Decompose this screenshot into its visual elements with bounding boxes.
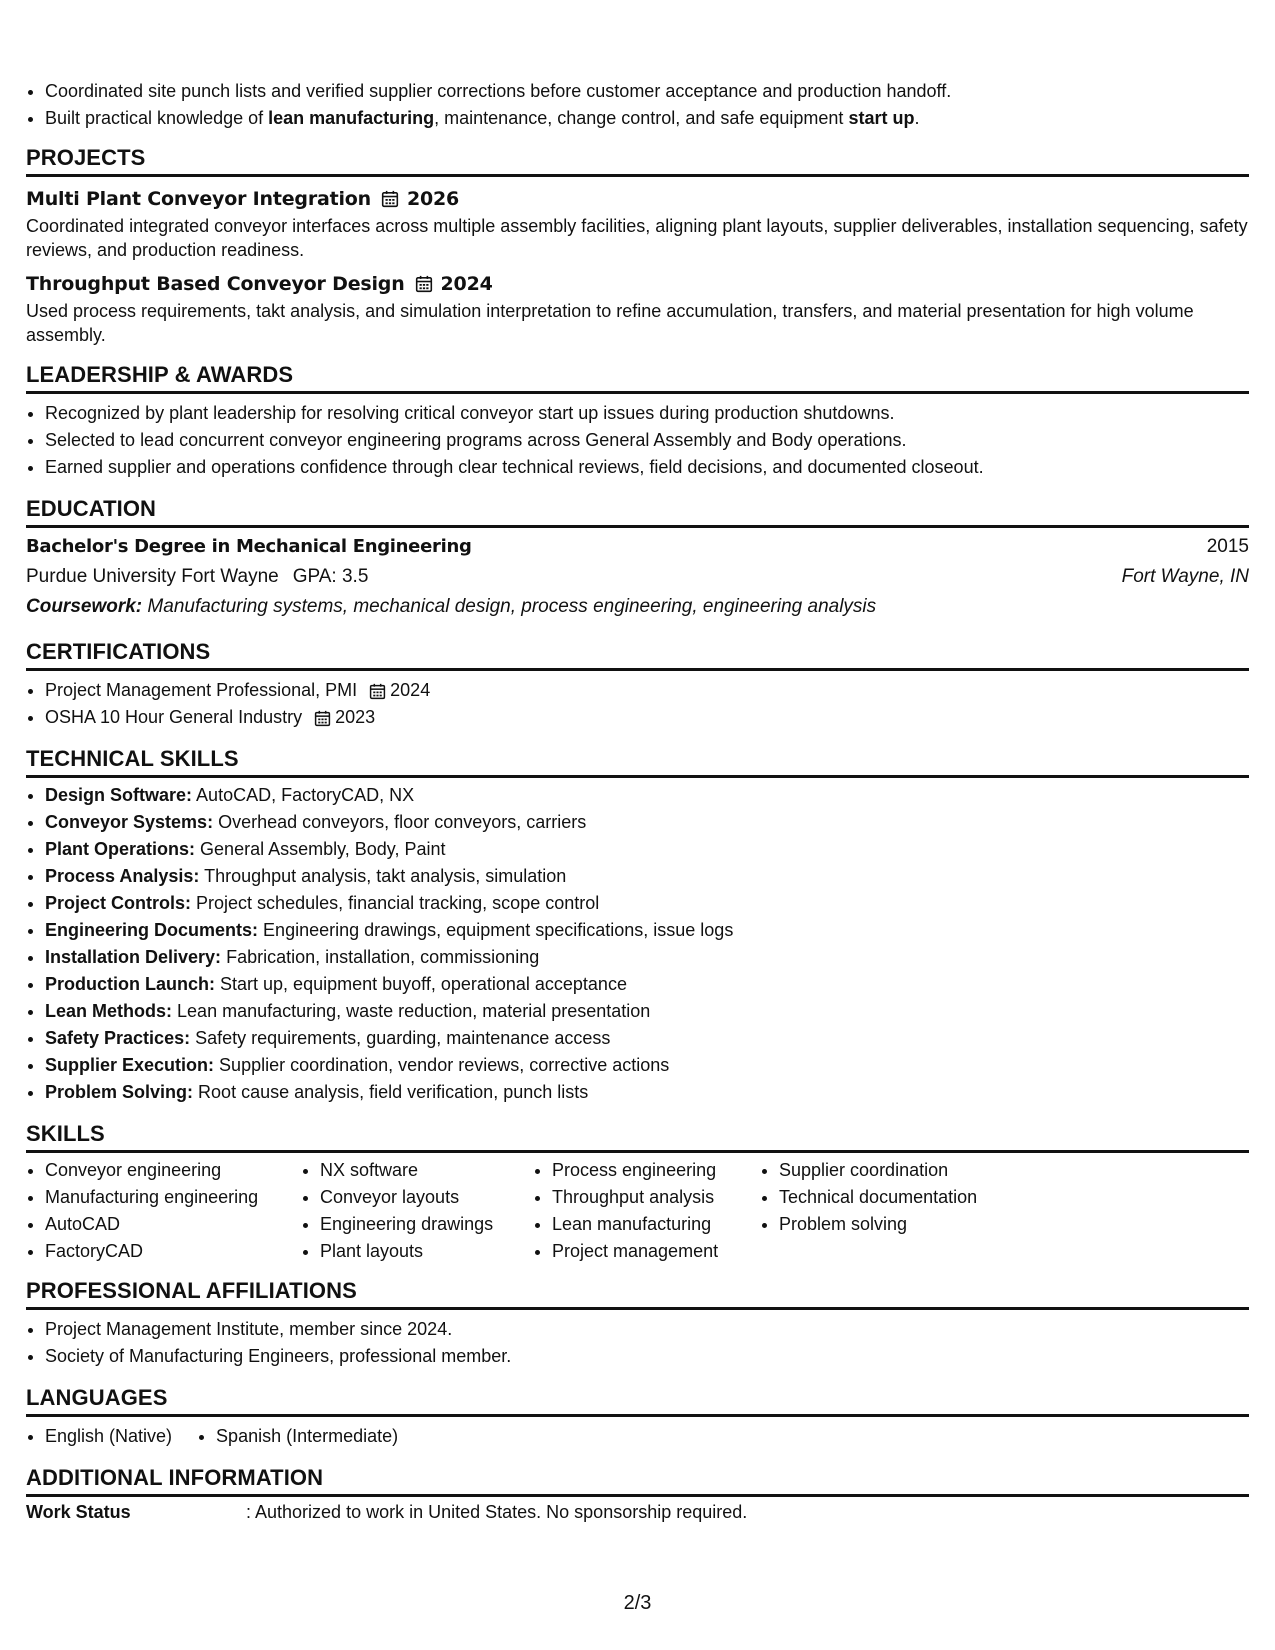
calendar-icon bbox=[314, 710, 331, 727]
skill-item: • Supplier coordination bbox=[779, 1157, 1019, 1184]
technical-skill-item bbox=[45, 1025, 1249, 1052]
language-item: • English (Native) bbox=[45, 1423, 172, 1450]
skills-column bbox=[533, 1157, 760, 1265]
skill-item: • Lean manufacturing bbox=[552, 1211, 760, 1238]
coursework-text: Manufacturing systems, mechanical design, process engineering, engineering analysis bbox=[147, 596, 877, 617]
skill-item: • Throughput analysis bbox=[552, 1184, 760, 1211]
technical-skill-item bbox=[45, 1052, 1249, 1079]
skill-item: • FactoryCAD bbox=[45, 1238, 301, 1265]
skill-item: • AutoCAD bbox=[45, 1211, 301, 1238]
section-title-skills: SKILLS bbox=[26, 1120, 1249, 1153]
section-title-education: EDUCATION bbox=[26, 495, 1249, 528]
project-year: 2026 bbox=[407, 188, 460, 210]
experience-bullet bbox=[45, 78, 1249, 105]
bullet-text: . bbox=[914, 108, 920, 128]
leadership-item: • Selected to lead concurrent conveyor engineering programs across General Assembly and Body operations. bbox=[45, 427, 1249, 454]
project-name: Multi Plant Conveyor Integration bbox=[26, 188, 371, 210]
certification-name: OSHA 10 Hour General Industry bbox=[45, 707, 303, 727]
technical-skills-list bbox=[26, 782, 1249, 1106]
skill-values: AutoCAD, FactoryCAD, NX bbox=[196, 785, 415, 805]
bullet-text: Built practical knowledge of bbox=[45, 108, 269, 128]
emphasis-text: lean manufacturing bbox=[268, 108, 435, 128]
certification-name: Project Management Professional, PMI bbox=[45, 680, 358, 700]
section-title-certifications: CERTIFICATIONS bbox=[26, 638, 1249, 671]
technical-skill-item bbox=[45, 890, 1249, 917]
coursework-line bbox=[26, 592, 1249, 622]
skill-category: Problem Solving: bbox=[45, 1082, 194, 1102]
skill-values: Lean manufacturing, waste reduction, material presentation bbox=[177, 1001, 651, 1021]
technical-skill-item bbox=[45, 809, 1249, 836]
emphasis-text: start up bbox=[848, 108, 915, 128]
skill-category: Plant Operations: bbox=[45, 839, 196, 859]
info-value: : Authorized to work in United States. No sponsorship required. bbox=[246, 1502, 748, 1522]
language-item: • Spanish (Intermediate) bbox=[216, 1423, 398, 1450]
skills-column bbox=[760, 1157, 1019, 1265]
project-name: Throughput Based Conveyor Design bbox=[26, 273, 405, 295]
section-title-additional: ADDITIONAL INFORMATION bbox=[26, 1464, 1249, 1497]
affiliations-list bbox=[26, 1316, 1249, 1370]
degree: Bachelor's Degree in Mechanical Engineering bbox=[26, 536, 472, 557]
experience-bullet bbox=[45, 105, 1249, 132]
project-description: Used process requirements, takt analysis, and simulation interpretation to refine accumulation, transfers, and material presentation for high volume assembly. bbox=[26, 301, 1194, 345]
leadership-list bbox=[26, 400, 1249, 481]
school-line bbox=[26, 562, 368, 592]
certification-year: 2024 bbox=[390, 680, 431, 700]
additional-info bbox=[26, 1499, 1249, 1526]
project-date bbox=[415, 270, 493, 298]
certifications-list bbox=[26, 677, 1249, 731]
coursework-label: Coursework: bbox=[26, 596, 143, 617]
skill-item: • Manufacturing engineering bbox=[45, 1184, 301, 1211]
calendar-icon bbox=[381, 190, 399, 208]
info-key: Work Status bbox=[26, 1502, 131, 1522]
leadership-item: • Earned supplier and operations confidence through clear technical reviews, field decisions, and documented closeout. bbox=[45, 454, 1249, 481]
skills-column bbox=[26, 1157, 301, 1265]
technical-skill-item bbox=[45, 917, 1249, 944]
section-title-leadership: LEADERSHIP & AWARDS bbox=[26, 361, 1249, 394]
skill-category: Design Software: bbox=[45, 785, 193, 805]
school-location: Fort Wayne, IN bbox=[1121, 566, 1249, 587]
gpa: GPA: 3.5 bbox=[292, 566, 369, 587]
skill-values: Safety requirements, guarding, maintenance access bbox=[195, 1028, 611, 1048]
skill-values: Throughput analysis, takt analysis, simulation bbox=[204, 866, 567, 886]
technical-skill-item bbox=[45, 782, 1249, 809]
project-year: 2024 bbox=[440, 273, 493, 295]
skill-values: Project schedules, financial tracking, scope control bbox=[196, 893, 600, 913]
skill-item: • Problem solving bbox=[779, 1211, 1019, 1238]
skill-category: Installation Delivery: bbox=[45, 947, 222, 967]
skill-values: Root cause analysis, field verification, punch lists bbox=[198, 1082, 589, 1102]
section-title-technical-skills: TECHNICAL SKILLS bbox=[26, 745, 1249, 778]
affiliation-item: • Project Management Institute, member since 2024. bbox=[45, 1316, 1249, 1343]
skills-column bbox=[301, 1157, 533, 1265]
leadership-item: • Recognized by plant leadership for resolving critical conveyor start up issues during production shutdowns. bbox=[45, 400, 1249, 427]
technical-skill-item bbox=[45, 998, 1249, 1025]
certification-item bbox=[45, 677, 1249, 704]
info-row bbox=[26, 1499, 1249, 1526]
skill-category: Conveyor Systems: bbox=[45, 812, 214, 832]
page-number: 2/3 bbox=[623, 1592, 652, 1614]
skill-values: Overhead conveyors, floor conveyors, carriers bbox=[218, 812, 587, 832]
technical-skill-item bbox=[45, 1079, 1249, 1106]
section-title-projects: PROJECTS bbox=[26, 144, 1249, 177]
technical-skill-item bbox=[45, 944, 1249, 971]
technical-skill-item bbox=[45, 836, 1249, 863]
skill-item: • Conveyor layouts bbox=[320, 1184, 533, 1211]
affiliation-item: • Society of Manufacturing Engineers, professional member. bbox=[45, 1343, 1249, 1370]
skill-item: • Process engineering bbox=[552, 1157, 760, 1184]
calendar-icon bbox=[369, 683, 386, 700]
project-description: Coordinated integrated conveyor interfaces across multiple assembly facilities, aligning plant layouts, supplier deliverables, installation sequencing, safety reviews, and production readiness. bbox=[26, 216, 1248, 260]
skill-category: Supplier Execution: bbox=[45, 1055, 215, 1075]
bullet-text: , maintenance, change control, and safe equipment bbox=[434, 108, 849, 128]
skills-grid bbox=[26, 1157, 1249, 1265]
skill-item: • NX software bbox=[320, 1157, 533, 1184]
resume-page bbox=[26, 78, 1249, 1526]
education-entry bbox=[26, 532, 1249, 622]
skill-category: Lean Methods: bbox=[45, 1001, 173, 1021]
skill-values: General Assembly, Body, Paint bbox=[200, 839, 446, 859]
projects-list bbox=[26, 185, 1249, 347]
technical-skill-item bbox=[45, 971, 1249, 998]
skill-item: • Project management bbox=[552, 1238, 760, 1265]
skill-item: • Engineering drawings bbox=[320, 1211, 533, 1238]
project-header bbox=[26, 185, 1249, 213]
skill-item: • Conveyor engineering bbox=[45, 1157, 301, 1184]
project-date bbox=[381, 185, 459, 213]
project-entry bbox=[26, 270, 1249, 347]
section-title-affiliations: PROFESSIONAL AFFILIATIONS bbox=[26, 1277, 1249, 1310]
skill-category: Engineering Documents: bbox=[45, 920, 259, 940]
languages-list bbox=[26, 1423, 1249, 1450]
skill-category: Production Launch: bbox=[45, 974, 215, 994]
skill-values: Fabrication, installation, commissioning bbox=[226, 947, 540, 967]
project-header bbox=[26, 270, 1249, 298]
calendar-icon bbox=[415, 275, 433, 293]
skill-values: Supplier coordination, vendor reviews, corrective actions bbox=[219, 1055, 670, 1075]
experience-bullets bbox=[26, 78, 1249, 132]
skill-category: Project Controls: bbox=[45, 893, 192, 913]
section-title-languages: LANGUAGES bbox=[26, 1384, 1249, 1417]
project-entry bbox=[26, 185, 1249, 262]
skill-category: Process Analysis: bbox=[45, 866, 200, 886]
certification-item bbox=[45, 704, 1249, 731]
skill-values: Engineering drawings, equipment specifications, issue logs bbox=[263, 920, 734, 940]
skill-category: Safety Practices: bbox=[45, 1028, 191, 1048]
technical-skill-item bbox=[45, 863, 1249, 890]
graduation-year: 2015 bbox=[1206, 536, 1249, 557]
bullet-text: Coordinated site punch lists and verified supplier corrections before customer acceptance and production handoff. bbox=[45, 81, 952, 101]
skill-item: • Technical documentation bbox=[779, 1184, 1019, 1211]
skill-values: Start up, equipment buyoff, operational acceptance bbox=[220, 974, 627, 994]
certification-year: 2023 bbox=[335, 707, 376, 727]
school-name: Purdue University Fort Wayne bbox=[26, 566, 279, 587]
skill-item: • Plant layouts bbox=[320, 1238, 533, 1265]
